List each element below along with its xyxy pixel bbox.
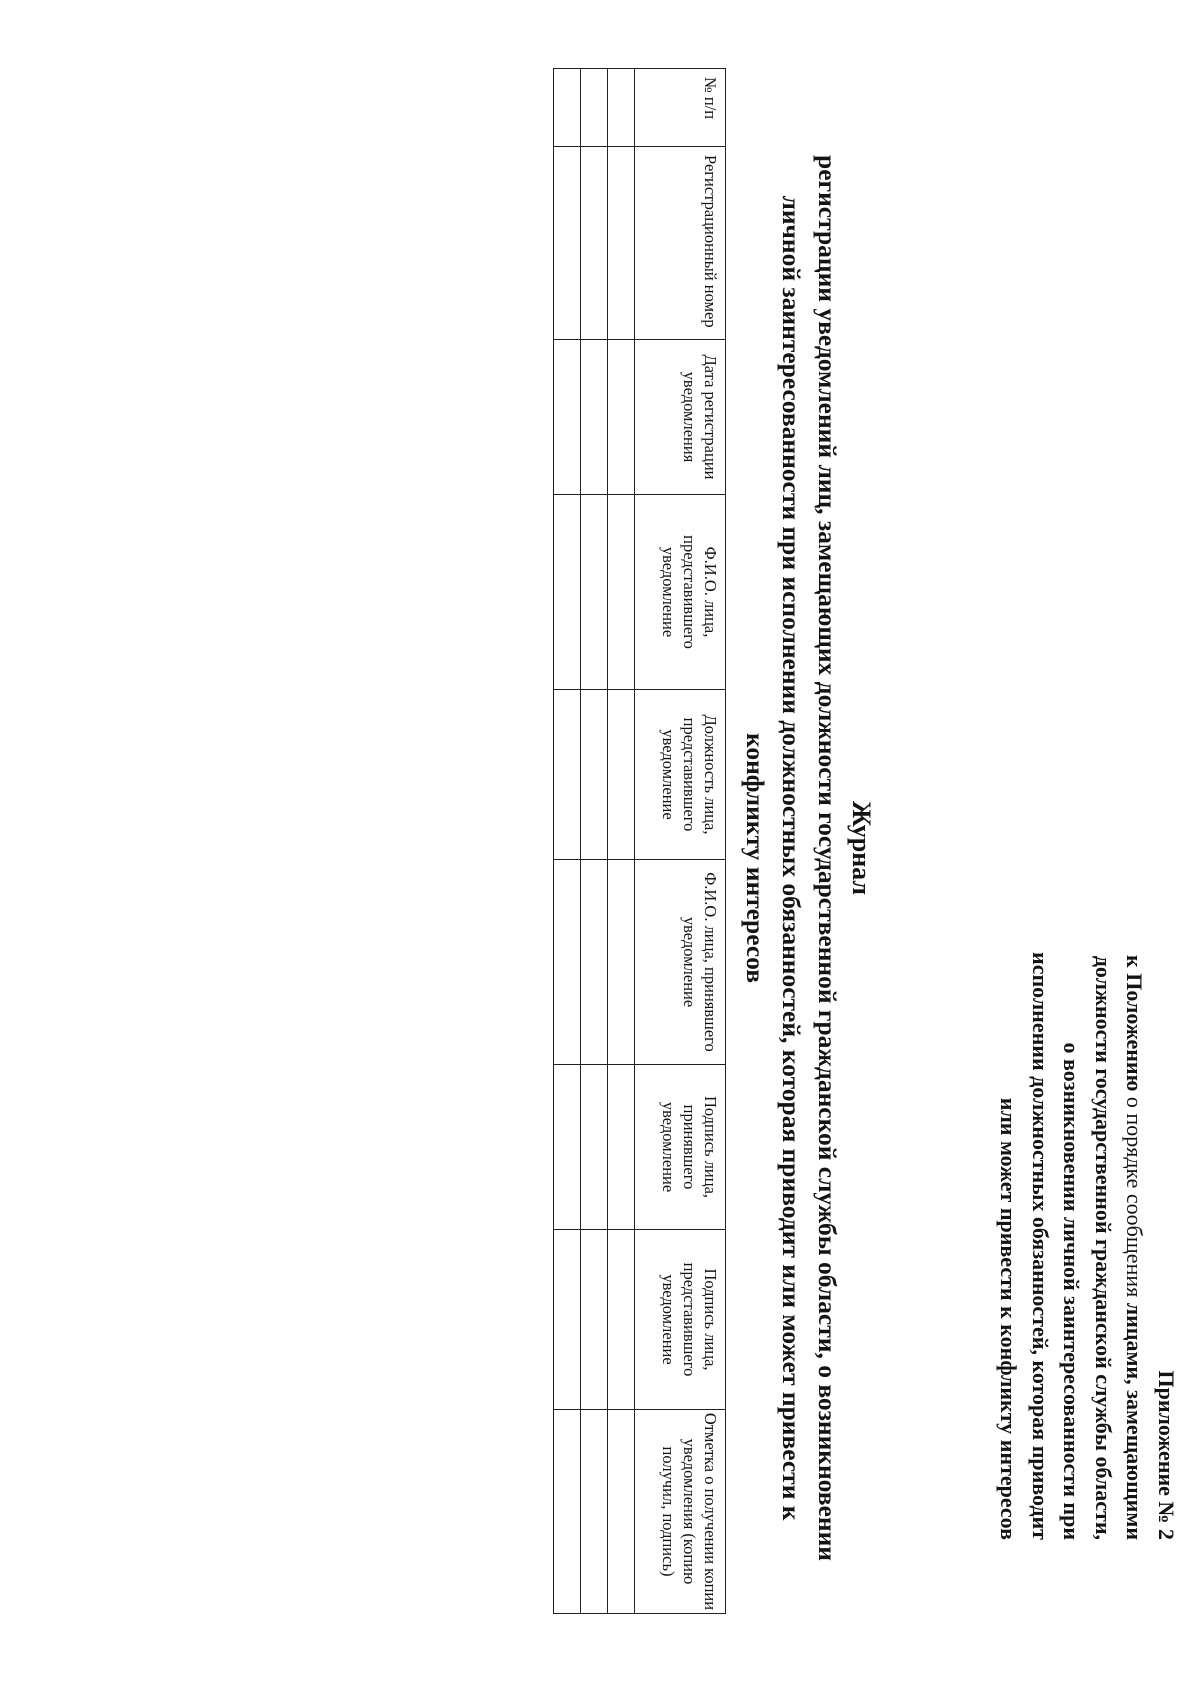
- table-cell: [554, 69, 581, 147]
- table-cell: [554, 1230, 581, 1410]
- header-receiver-signature: Подпись лица, принявшего уведомление: [635, 1065, 726, 1230]
- appendix-line-2-tail: лицами, замещающими: [1122, 1302, 1148, 1540]
- table-cell: [554, 860, 581, 1065]
- table-cell: [581, 1230, 608, 1410]
- table-header-row: [635, 69, 726, 1614]
- table-row: [608, 69, 635, 1614]
- table-cell: [581, 1410, 608, 1614]
- table-row: [554, 69, 581, 1614]
- table-cell: [608, 495, 635, 690]
- table-cell: [608, 1410, 635, 1614]
- appendix-number: Приложение № 2: [1154, 1370, 1179, 1540]
- table-cell: [554, 1065, 581, 1230]
- journal-title: Журнал: [847, 801, 876, 895]
- journal-table: [553, 68, 726, 1614]
- appendix-line-6: или может привести к конфликту интересов: [996, 1097, 1022, 1540]
- appendix-block: [993, 95, 1182, 1540]
- table-cell: [581, 1065, 608, 1230]
- table-cell: [608, 690, 635, 860]
- table-cell: [581, 690, 608, 860]
- header-receiver-name: Ф.И.О. лица, принявшего уведомление: [635, 860, 726, 1065]
- table-cell: [554, 1410, 581, 1614]
- table-cell: [608, 1065, 635, 1230]
- header-submitter-position: Должность лица, представившего уведомление: [635, 690, 726, 860]
- table-cell: [554, 495, 581, 690]
- table-cell: [581, 495, 608, 690]
- table-cell: [554, 340, 581, 495]
- table-cell: [608, 1230, 635, 1410]
- table-cell: [581, 69, 608, 147]
- header-submitter-signature: Подпись лица, представившего уведомление: [635, 1230, 726, 1410]
- table-cell: [608, 147, 635, 340]
- appendix-line-5: исполнении должностных обязанностей, которая приводит: [1028, 952, 1053, 1540]
- header-registration-date: Дата регистрации уведомления: [635, 340, 726, 495]
- table-row: [581, 69, 608, 1614]
- table-cell: [608, 860, 635, 1065]
- appendix-line-4: о возникновении личной заинтересованности при: [1059, 1042, 1085, 1540]
- appendix-line-2-mid: о порядке сообщения: [1122, 1091, 1148, 1303]
- table-cell: [581, 340, 608, 495]
- appendix-line-3: должности государственной гражданской службы области,: [1091, 955, 1116, 1540]
- header-copy-received-mark: Отметка о получении копии уведомления (копию получил, подпись): [635, 1410, 726, 1614]
- table-cell: [608, 69, 635, 147]
- journal-subtitle-line-2: личной заинтересованности при исполнении должностных обязанностей, которая приводит или может привести к: [777, 195, 806, 1521]
- table-cell: [554, 690, 581, 860]
- table-cell: [554, 147, 581, 340]
- header-submitter-name: Ф.И.О. лица, представившего уведомление: [635, 495, 726, 690]
- journal-subtitle-line-3: конфликту интересов: [741, 732, 770, 984]
- journal-subtitle-line-1: регистрации уведомлений лиц, замещающих должности государственной гражданской службы области, о возникновении: [813, 155, 842, 1561]
- appendix-line-2: [1119, 95, 1151, 1540]
- header-number: № п/п: [635, 69, 726, 147]
- table-body: [554, 69, 635, 1614]
- appendix-line-2-lead: к Положению: [1122, 955, 1148, 1092]
- header-registration-number: Регистрационный номер: [635, 147, 726, 340]
- table-cell: [581, 860, 608, 1065]
- journal-subtitle: [737, 60, 845, 1656]
- table-cell: [608, 340, 635, 495]
- table-cell: [581, 147, 608, 340]
